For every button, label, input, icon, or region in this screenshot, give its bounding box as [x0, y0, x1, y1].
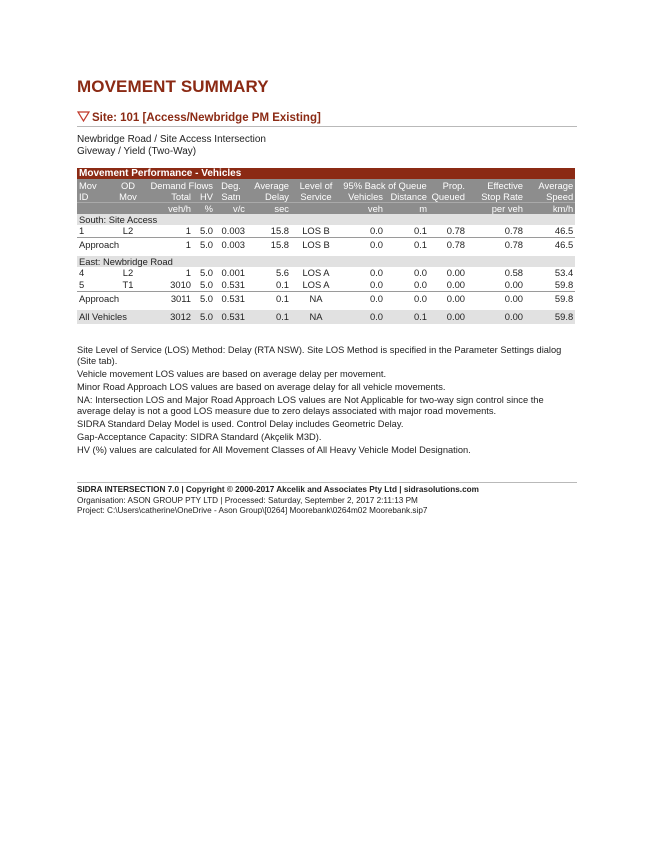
header-vehicles: Vehicles: [341, 191, 385, 203]
site-heading: [77, 111, 577, 127]
unit-vehicles: veh: [341, 203, 385, 215]
table-row: [77, 225, 575, 238]
cell-deg: 0.531: [221, 279, 245, 290]
cell-distance: 0.0: [385, 292, 429, 306]
site-label: Site: 101 [Access/Newbridge PM Existing]: [92, 112, 321, 124]
cell-speed: 53.4: [554, 267, 574, 278]
note-paragraph: NA: Intersection LOS and Major Road Approach LOS values are Not Applicable for two-way sign control since the average delay is not a good LOS measure due to zero delays associated with major road movements.: [77, 395, 544, 416]
cell-delay: 15.8: [247, 238, 291, 252]
cell-approach-label: Approach: [77, 292, 145, 306]
note-paragraph: HV (%) values are calculated for All Movement Classes of All Heavy Vehicle Model Designation.: [77, 445, 471, 455]
cell-total: 1: [145, 238, 193, 252]
header-deg: Deg.: [215, 179, 247, 191]
page-title: MOVEMENT SUMMARY: [77, 77, 269, 96]
table-row: [77, 267, 575, 279]
cell-hv: 5.0: [199, 267, 213, 278]
header-effective: Effective: [467, 179, 525, 191]
cell-delay: 15.8: [270, 225, 289, 236]
approach-group-row: [77, 256, 575, 267]
cell-hv: 5.0: [199, 279, 213, 290]
unit-total: veh/h: [145, 203, 193, 215]
cell-id: 5: [79, 279, 85, 290]
cell-hv: 5.0: [193, 238, 215, 252]
cell-stop: 0.58: [504, 267, 523, 278]
header-od-mov: Mov: [111, 191, 145, 203]
cell-prop: 0.78: [429, 238, 467, 252]
cell-distance: 0.1: [385, 310, 429, 324]
note-paragraph: SIDRA Standard Delay Model is used. Control Delay includes Geometric Delay.: [77, 419, 404, 429]
cell-total: 3011: [145, 292, 193, 306]
cell-delay: 0.1: [247, 310, 291, 324]
cell-distance: 0.0: [413, 267, 427, 278]
header-average-speed: Average: [525, 179, 575, 191]
cell-stop: 0.78: [467, 238, 525, 252]
header-row-2: [77, 191, 575, 203]
note-paragraph: Gap-Acceptance Capacity: SIDRA Standard (Akçelik M3D).: [77, 432, 322, 442]
header-speed: Speed: [525, 191, 575, 203]
cell-distance: 0.1: [385, 238, 429, 252]
cell-delay: 5.6: [275, 267, 289, 278]
header-back-of-queue: 95% Back of Queue: [341, 179, 429, 191]
cell-los: LOS A: [302, 279, 330, 290]
cell-speed: 46.5: [525, 238, 575, 252]
approach-group-row: [77, 214, 575, 225]
triangle-down-icon: [77, 111, 90, 122]
all-vehicles-row: [77, 310, 575, 324]
cell-deg: 0.003: [221, 225, 245, 236]
cell-distance: 0.0: [413, 279, 427, 290]
header-service: Service: [291, 191, 341, 203]
cell-deg: 0.531: [215, 310, 247, 324]
header-od: OD: [111, 179, 145, 191]
cell-los: LOS A: [302, 267, 330, 278]
unit-distance: m: [385, 203, 429, 215]
notes-section: [77, 345, 577, 458]
unit-stop: per veh: [467, 203, 525, 215]
intersection-name: Newbridge Road / Site Access Intersection: [77, 134, 266, 145]
table-row: [77, 279, 575, 292]
cell-delay: 0.1: [275, 279, 289, 290]
table-caption-row: [77, 168, 575, 179]
unit-speed: km/h: [525, 203, 575, 215]
cell-vehicles: 0.0: [369, 225, 383, 236]
header-distance: Distance: [385, 191, 429, 203]
cell-distance: 0.1: [413, 225, 427, 236]
footer-copyright: SIDRA INTERSECTION 7.0 | Copyright © 2000-2017 Akcelik and Associates Pty Ltd | sidrasolutions.com: [77, 485, 479, 494]
unit-deg: v/c: [215, 203, 247, 215]
cell-speed: 59.8: [554, 279, 574, 290]
cell-total: 3010: [170, 279, 191, 290]
cell-los: NA: [291, 292, 341, 306]
cell-speed: 59.8: [525, 292, 575, 306]
approach-total-row: [77, 238, 575, 252]
cell-total: 3012: [145, 310, 193, 324]
cell-vehicles: 0.0: [341, 292, 385, 306]
header-delay: Delay: [247, 191, 291, 203]
movement-performance-table: [77, 168, 575, 324]
footer-project-path: Project: C:\Users\catherine\OneDrive - Ason Group\[0264] Moorebank\0264m02 Moorebank.sip7: [77, 506, 428, 515]
cell-deg: 0.003: [215, 238, 247, 252]
header-stop-rate: Stop Rate: [467, 191, 525, 203]
cell-prop: 0.78: [446, 225, 465, 236]
approach-south-label: South: Site Access: [77, 214, 575, 225]
cell-hv: 5.0: [199, 225, 213, 236]
cell-prop: 0.00: [429, 310, 467, 324]
note-paragraph: Vehicle movement LOS values are based on average delay per movement.: [77, 369, 387, 379]
header-mov: Mov: [77, 179, 111, 191]
cell-prop: 0.00: [446, 279, 465, 290]
header-satn: Satn: [215, 191, 247, 203]
cell-stop: 0.78: [504, 225, 523, 236]
note-paragraph: Site Level of Service (LOS) Method: Delay (RTA NSW). Site LOS Method is specified in the Parameter Settings dialog (Site tab).: [77, 345, 562, 366]
cell-od: L2: [122, 225, 134, 236]
cell-prop: 0.00: [446, 267, 465, 278]
cell-los: LOS B: [291, 238, 341, 252]
cell-hv: 5.0: [193, 292, 215, 306]
header-queued: Queued: [429, 191, 467, 203]
header-row-1: [77, 179, 575, 191]
cell-vehicles: 0.0: [369, 267, 383, 278]
cell-prop: 0.00: [429, 292, 467, 306]
note-paragraph: Minor Road Approach LOS values are based on average delay for all vehicle movements.: [77, 382, 446, 392]
cell-od: T1: [122, 279, 134, 290]
cell-id: 1: [79, 225, 85, 236]
cell-los: NA: [291, 310, 341, 324]
table-caption: Movement Performance - Vehicles: [77, 168, 575, 179]
units-row: [77, 203, 575, 215]
cell-delay: 0.1: [247, 292, 291, 306]
cell-speed: 46.5: [554, 225, 574, 236]
header-hv: HV: [193, 191, 215, 203]
header-id: ID: [77, 191, 111, 203]
cell-speed: 59.8: [525, 310, 575, 324]
cell-deg: 0.001: [221, 267, 245, 278]
cell-los: LOS B: [302, 225, 330, 236]
cell-all-label: All Vehicles: [77, 310, 145, 324]
header-demand-flows: Demand Flows: [145, 179, 215, 191]
footer-organisation: Organisation: ASON GROUP PTY LTD | Processed: Saturday, September 2, 2017 2:11:13 PM: [77, 495, 418, 505]
cell-approach-label: Approach: [77, 238, 145, 252]
cell-stop: 0.00: [467, 310, 525, 324]
cell-id: 4: [79, 267, 85, 278]
header-average-delay: Average: [247, 179, 291, 191]
approach-total-row: [77, 292, 575, 306]
cell-vehicles: 0.0: [341, 238, 385, 252]
cell-deg: 0.531: [215, 292, 247, 306]
header-level-of: Level of: [291, 179, 341, 191]
header-total: Total: [145, 191, 193, 203]
cell-od: L2: [122, 267, 134, 278]
cell-vehicles: 0.0: [341, 310, 385, 324]
cell-vehicles: 0.0: [369, 279, 383, 290]
unit-hv: %: [193, 203, 215, 215]
cell-hv: 5.0: [193, 310, 215, 324]
site-info: [77, 134, 266, 158]
unit-delay: sec: [247, 203, 291, 215]
cell-total: 1: [185, 267, 191, 278]
control-type: Giveway / Yield (Two-Way): [77, 146, 197, 157]
footer: [77, 482, 577, 517]
cell-stop: 0.00: [467, 292, 525, 306]
approach-east-label: East: Newbridge Road: [77, 256, 575, 267]
cell-stop: 0.00: [504, 279, 523, 290]
cell-total: 1: [185, 225, 191, 236]
header-prop: Prop.: [429, 179, 467, 191]
